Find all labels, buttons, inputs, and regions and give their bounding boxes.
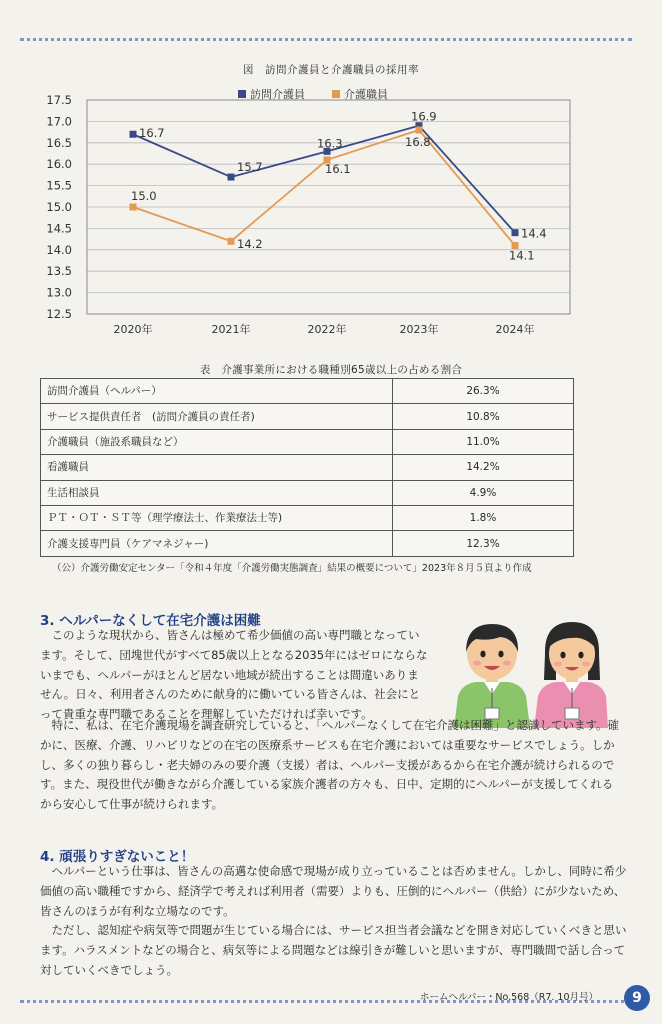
- table-row: [41, 505, 574, 530]
- publication-footer: ホームヘルパー・No.568（R7. 10月号）: [420, 992, 599, 1003]
- data-label: 16.9: [411, 109, 437, 124]
- data-point-marker: [228, 174, 235, 181]
- male-caregiver-figure: [454, 624, 530, 728]
- age-ratio-table: [40, 378, 574, 557]
- y-tick-label: 13.5: [46, 264, 72, 279]
- row-label: 介護支援専門員（ケアマネジャー): [41, 531, 393, 556]
- table-row: [41, 531, 574, 556]
- data-label: 14.1: [509, 248, 535, 263]
- row-value: 1.8%: [393, 505, 574, 530]
- table-source-note: （公）介護労働安定センター「令和４年度「介護労働実態調査」結果の概要について」2023年８月５頁より作成: [52, 563, 532, 574]
- row-label: 看護職員: [41, 455, 393, 480]
- table-row: [41, 404, 574, 429]
- y-tick-label: 17.0: [46, 114, 72, 129]
- data-label: 16.7: [139, 126, 165, 141]
- legend-swatch: [332, 90, 340, 98]
- female-caregiver-figure: [534, 622, 608, 728]
- section-3-paragraph-2: 特に、私は、在宅介護現場を調査研究していると、「ヘルパーなくして在宅介護は困難」と認識しています。確かに、医療、介護、リハビリなどの在宅の医療系サービスも在宅介護においては重要なサービスでしょう。しかし、多くの独り暮らし・老夫婦のみの要介護（支援）者は、ヘルパー支援があるから在宅介護が続けられるのです。また、現役世代が働きながら介護している家族介護者の方々も、日中、定期的にヘルパーが支援してくれるから安心して仕事が続けられます。: [40, 718, 620, 812]
- x-tick-label: 2024年: [495, 323, 535, 336]
- row-value: 10.8%: [393, 404, 574, 429]
- y-tick-label: 14.0: [46, 242, 72, 257]
- x-tick-label: 2020年: [113, 323, 153, 336]
- row-value: 11.0%: [393, 429, 574, 454]
- section-4-heading: 4. 頑張りすぎないこと！: [40, 849, 195, 865]
- section-3-paragraph-1: このような現状から、皆さんは極めて希少価値の高い専門職となっています。そして、団塊世代がすべて85歳以上となる2035年にはゼロにならないまでも、ヘルパーがほとんど居ない地域が続出することは間違いありません。日々、利用者さんのために献身的に働いている皆さんは、社会にとって貴重な専門職であることを理解していただければ幸いです。: [40, 628, 428, 722]
- data-point-marker: [130, 131, 137, 138]
- section-4-paragraph-1: ヘルパーという仕事は、皆さんの高邁な使命感で現場が成り立っていることは否めません。しかし、同時に希少価値の高い職種ですから、経済学で考えれば利用者（需要）よりも、圧倒的にヘルパー（供給）にが少ないため、皆さんのほうが有利な立場なのです。: [40, 864, 627, 918]
- legend-label: 介護職員: [344, 88, 388, 101]
- row-value: 12.3%: [393, 531, 574, 556]
- data-label: 14.2: [237, 237, 263, 252]
- line-chart: [0, 0, 662, 345]
- y-tick-label: 16.0: [46, 157, 72, 172]
- legend-label: 訪問介護員: [250, 88, 305, 101]
- page-number: 9: [624, 985, 650, 1011]
- y-tick-label: 15.0: [46, 200, 72, 214]
- row-value: 4.9%: [393, 480, 574, 505]
- x-tick-label: 2021年: [211, 323, 251, 336]
- table-row: [41, 455, 574, 480]
- section-3-heading: 3. ヘルパーなくして在宅介護は困難: [40, 613, 261, 629]
- data-label: 16.3: [317, 136, 343, 151]
- data-point-marker: [512, 229, 519, 236]
- table-row: [41, 379, 574, 404]
- table-title: 表 介護事業所における職種別65歳以上の占める割合: [199, 364, 463, 376]
- figure-title: 図 訪問介護員と介護職員の採用率: [243, 64, 419, 76]
- row-label: 訪問介護員（ヘルパー）: [41, 379, 393, 404]
- data-label: 16.1: [325, 161, 351, 176]
- y-tick-label: 16.5: [46, 135, 72, 150]
- x-tick-label: 2022年: [307, 323, 347, 336]
- row-label: 生活相談員: [41, 480, 393, 505]
- data-label: 15.0: [131, 189, 157, 203]
- caregivers-illustration: [450, 610, 610, 728]
- data-label: 15.7: [237, 160, 263, 175]
- table-row: [41, 480, 574, 505]
- row-label: サービス提供責任者 (訪問介護員の責任者): [41, 404, 393, 429]
- section-4-paragraph-2: ただし、認知症や病気等で問題が生じている場合には、サービス担当者会議などを開き対応していくべきと思います。ハラスメントなどの場合と、病気等による問題などは線引きが難しいと思いますが、専門職間で話し合って対していくべきでしょう。: [40, 923, 627, 977]
- data-point-marker: [228, 238, 235, 245]
- legend-swatch: [238, 90, 246, 98]
- y-tick-label: 13.0: [46, 285, 72, 300]
- row-label: 介護職員（施設系職員など）: [41, 429, 393, 454]
- y-tick-label: 12.5: [46, 307, 72, 321]
- data-point-marker: [130, 204, 137, 211]
- x-tick-label: 2023年: [399, 323, 439, 336]
- row-value: 26.3%: [393, 379, 574, 404]
- y-tick-label: 15.5: [46, 178, 72, 193]
- row-value: 14.2%: [393, 455, 574, 480]
- data-point-marker: [416, 126, 423, 133]
- data-label: 14.4: [521, 226, 547, 241]
- data-label: 16.8: [405, 134, 431, 149]
- table-row: [41, 429, 574, 454]
- y-tick-label: 17.5: [46, 93, 72, 107]
- row-label: ＰＴ・ＯＴ・ＳＴ等（理学療法士、作業療法士等): [41, 505, 393, 530]
- y-tick-label: 14.5: [46, 221, 72, 236]
